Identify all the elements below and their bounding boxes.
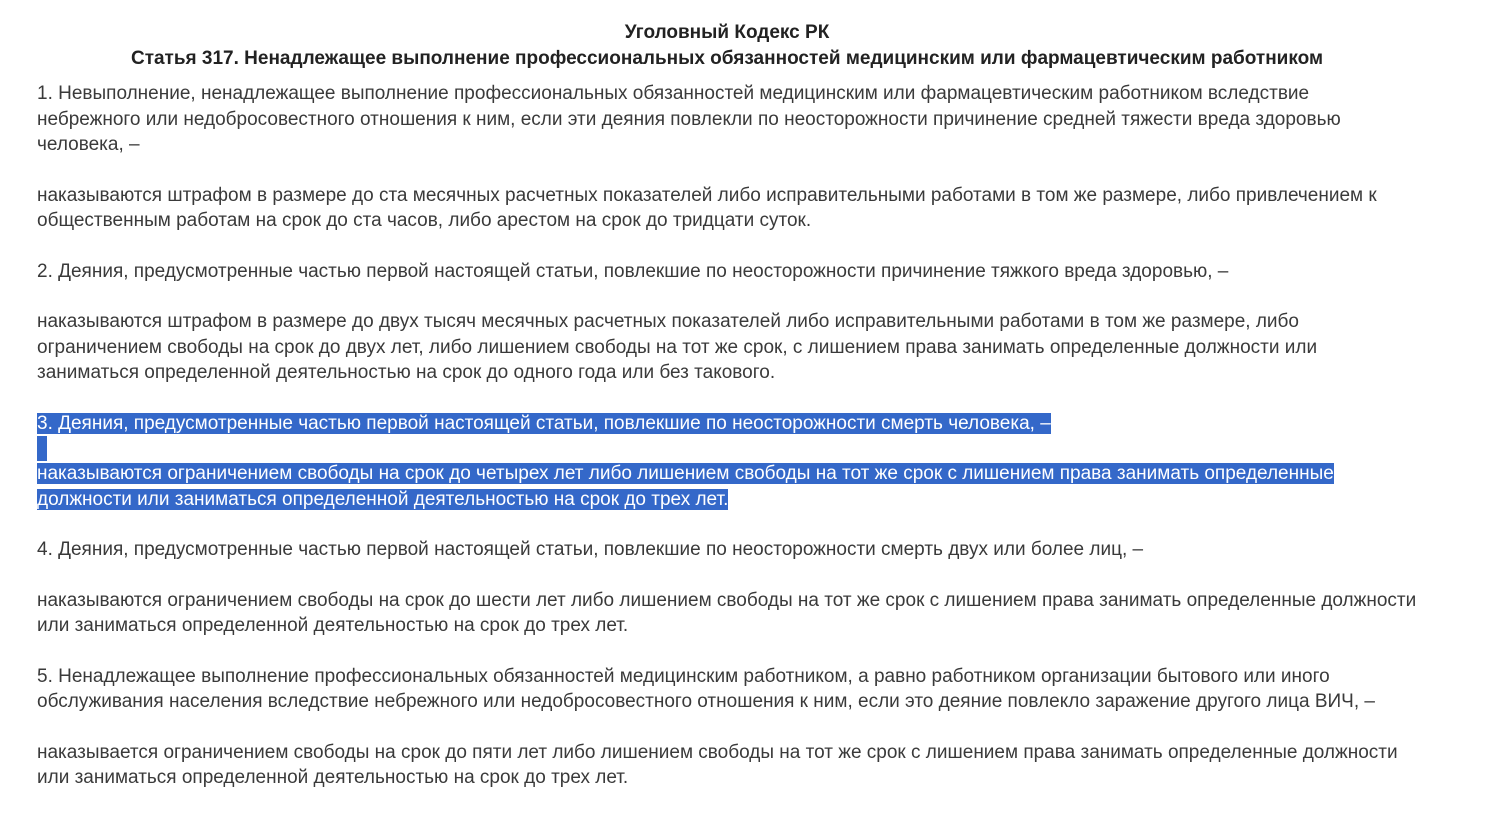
article-title: Статья 317. Ненадлежащее выполнение профессиональных обязанностей медицинским или фармацевтическим работником [130, 48, 1324, 69]
selected-text-part-3: 3. Деяния, предусмотренные частью первой настоящей статьи, повлекшие по неосторожности смерть человека, – [37, 412, 1051, 434]
paragraph-1-penalty: наказываются штрафом в размере до ста месячных расчетных показателей либо исправительными работами в том же размере, либо привлечением к общественным работам на срок до ста часов, либо арестом на срок до тридцати суток. [37, 184, 1377, 231]
selected-text-part-3-penalty: наказываются ограничением свободы на срок до четырех лет либо лишением свободы на тот же срок с лишением права занимать определенные должности или заниматься определенной деятельностью на срок до трех лет. [37, 463, 1334, 510]
paragraph-4: 4. Деяния, предусмотренные частью первой настоящей статьи, повлекшие по неосторожности смерть двух или более лиц, – [37, 539, 1144, 560]
document-title: Уголовный Кодекс РК [624, 22, 830, 43]
paragraph-3-selected [37, 411, 1417, 437]
paragraph-3-penalty-selected [37, 461, 1417, 512]
paragraph-5-penalty: наказывается ограничением свободы на срок до пяти лет либо лишением свободы на тот же срок с лишением права занимать определенные должности или заниматься определенной деятельностью на срок до трех лет. [37, 741, 1398, 788]
document [37, 20, 1417, 816]
selection-line-break [37, 436, 47, 461]
paragraph-1: 1. Невыполнение, ненадлежащее выполнение профессиональных обязанностей медицинским или фармацевтическим работником вследствие небрежного или недобросовестного отношения к ним, если эти деяния повлекли по неосторожности причинение средней тяжести вреда здоровью человека, – [37, 83, 1341, 155]
paragraph-2: 2. Деяния, предусмотренные частью первой настоящей статьи, повлекшие по неосторожности причинение тяжкого вреда здоровью, – [37, 260, 1229, 282]
paragraph-4-penalty: наказываются ограничением свободы на срок до шести лет либо лишением свободы на тот же срок с лишением права занимать определенные должности или заниматься определенной деятельностью на срок до трех лет. [37, 589, 1417, 636]
paragraph-2-penalty: наказываются штрафом в размере до двух тысяч месячных расчетных показателей либо исправительными работами в том же размере, либо ограничением свободы на срок до двух лет, либо лишением свободы на тот же срок, с лишением права занимать определенные должности или заниматься определенной деятельностью на срок до одного года или без такового. [37, 311, 1318, 383]
paragraph-5: 5. Ненадлежащее выполнение профессиональных обязанностей медицинским работником, а равно работником организации бытового или иного обслуживания населения вследствие небрежного или недобросовестного отношения к ним, если это деяние повлекло заражение другого лица ВИЧ, – [37, 665, 1375, 712]
